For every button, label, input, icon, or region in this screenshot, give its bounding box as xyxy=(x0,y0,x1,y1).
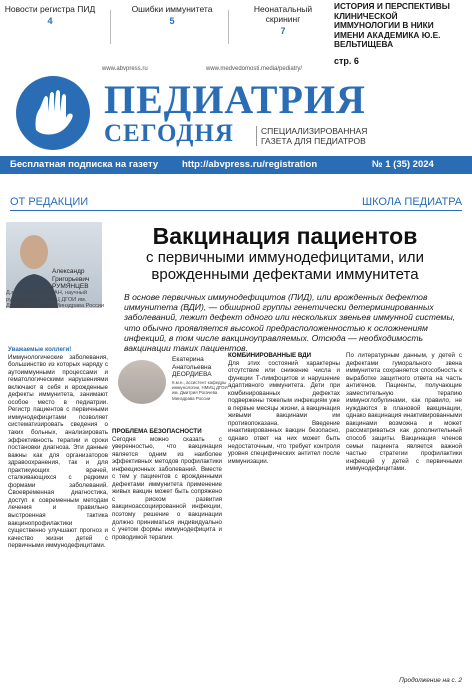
logo xyxy=(16,76,90,150)
author-name: Александр Григорьевич РУМЯНЦЕВ xyxy=(52,268,90,290)
column-heading: ПРОБЛЕМА БЕЗОПАСНОСТИ xyxy=(112,428,202,435)
headline-main: Вакцинация пациентов xyxy=(152,223,418,249)
editorial-column xyxy=(8,346,108,682)
masthead-title: ПЕДИАТРИЯ xyxy=(104,77,366,122)
author2-credentials: К.м.н., ассистент кафедры иммунологии, НМИЦ ДГОИ им. Дмитрия Рогачева Минздрава России xyxy=(172,380,228,401)
divider xyxy=(110,10,111,44)
teaser-history-page: стр. 6 xyxy=(334,55,359,66)
article-headline xyxy=(104,224,466,283)
masthead-subtitle: СЕГОДНЯ xyxy=(104,120,234,147)
teaser-page: 4 xyxy=(47,16,53,26)
teaser-title: Неонатальный скрининг xyxy=(253,4,313,24)
article-column-2 xyxy=(228,352,340,684)
masthead xyxy=(0,74,472,154)
teaser-registry[interactable] xyxy=(4,4,96,26)
article-column-3 xyxy=(346,352,462,684)
section-rule xyxy=(10,210,462,211)
teaser-title: Ошибки иммунитета xyxy=(131,4,213,14)
article-column-1 xyxy=(112,428,222,684)
url-right[interactable]: www.medvedomosti.media/pediatry/ xyxy=(206,66,303,72)
divider xyxy=(228,10,229,44)
author2-name: Екатерина Анатольевна ДЕОРДИЕВА xyxy=(172,356,212,378)
teaser-title: Новости регистра ПИД xyxy=(4,4,96,14)
teaser-immunity-errors[interactable] xyxy=(124,4,220,26)
article-lead: В основе первичных иммунодефицитов (ПИД), или врожденных дефектов иммунитета (ВДИ), — обширной группы генетически детерминированных заболеваний, лежит дефект одного или нескольких звеньев иммунной системы, что обычно проявляется высокой предрасположенностью к осложнениям инфекций, в том числе вакциноуправляемых. Отсюда — необходимость вакцинации таких пациентов. xyxy=(124,292,456,354)
column-heading: КОМБИНИРОВАННЫЕ ВДИ xyxy=(228,352,312,359)
teaser-page: 7 xyxy=(280,26,286,36)
hand-logo-icon xyxy=(26,86,80,140)
section-labels xyxy=(0,196,472,214)
url-left[interactable]: www.abvpress.ru xyxy=(102,66,148,72)
editorial-text: Иммунологические заболевания, большинство из которых наряду с аутоиммунными процессами и гематологическими нарушениями включают в себя и врожденные дефекты иммунитета, занимают особое место в педиатрии. Регистр пациентов с первичными иммунодефицитами позволяет систематизировать сведения о таких больных, анализировать эффективность терапии и сроки постановки диагноза. Эти данные важны как для организаторов здравоохранения, так и для практикующих врачей, сталкивающихся с редкими формами заболеваний. Своевременная диагностика, доступ к современным методам лечения и правильно выстроенная тактика вакцинопрофилактики существенно улучшают прогноз и качество жизни детей с первичными иммунодефицитами. xyxy=(8,353,108,550)
section-pediatric-school: ШКОЛА ПЕДИАТРА xyxy=(362,196,463,208)
subscription-bar xyxy=(0,156,472,174)
subscription-label: Бесплатная подписка на газету xyxy=(10,159,159,170)
column-text: Для этих состояний характерны отсутствие или снижение числа и функции Т-лимфоцитов и нарушение адаптивного иммунитета. Дети при комбинированных дефектах подвержены тяжелым инфекциям уже в первые месяцы жизни, а вакцинация живыми вакцинами им противопоказана. Введение инактивированных вакцин безопасно, однако ответ на них может быть недостаточным, что требует контроля уровня специфических антител после иммунизации. xyxy=(228,359,340,465)
issue-number: № 1 (35) 2024 xyxy=(372,159,434,170)
author-credentials: Д.м.н., академик РАН, научный руководитель НМИЦ ДГОИ им. Дмитрия Рогачева Минздрава России xyxy=(6,290,105,309)
masthead-tagline: СПЕЦИАЛИЗИРОВАННАЯ ГАЗЕТА ДЛЯ ПЕДИАТРОВ xyxy=(256,126,386,146)
author2-photo xyxy=(118,360,166,404)
section-editorial: ОТ РЕДАКЦИИ xyxy=(10,196,89,208)
teaser-page: 5 xyxy=(169,16,175,26)
registration-link[interactable]: http://abvpress.ru/registration xyxy=(182,159,318,170)
continued-note: Продолжение на с. 2 xyxy=(399,677,462,684)
editorial-heading: Уважаемые коллеги! xyxy=(8,346,72,353)
column-text: Сегодня можно сказать с уверенностью, что вакцинация является одним из наиболее эффективных методов профилактики инфекционных заболеваний. Вместе с тем у пациентов с врожденными дефектами иммунитета применение живых вакцин может быть сопряжено с риском развития вакциноассоциированной инфекции, поэтому решение о вакцинации должно приниматься индивидуально с учетом формы иммунодефицита и проводимой терапии. xyxy=(112,435,222,541)
headline-sub: с первичными иммунодефицитами, или врожденными дефектами иммунитета xyxy=(146,249,424,283)
teaser-history-title: ИСТОРИЯ И ПЕРСПЕКТИВЫ КЛИНИЧЕСКОЙ ИММУНОЛОГИИ В НИКИ ИМЕНИ АКАДЕМИКА Ю.Е. ВЕЛЬТИЩЕВА xyxy=(334,1,450,50)
column-text: По литературным данным, у детей с дефектами гуморального звена иммунитета сохраняется способность к выработке защитного ответа на часть антигенов. Пациенты, получающие заместительную терапию иммуноглобулинами, как правило, не нуждаются в плановой вакцинации, однако вакцинация инактивированными вакцинами возможна и может рассматриваться как дополнительный способ защиты. Вакцинация членов семьи пациента является важной частью стратегии профилактики инфекций у детей с первичными иммунодефицитами. xyxy=(346,352,462,473)
teaser-neonatal-screening[interactable] xyxy=(238,4,328,36)
